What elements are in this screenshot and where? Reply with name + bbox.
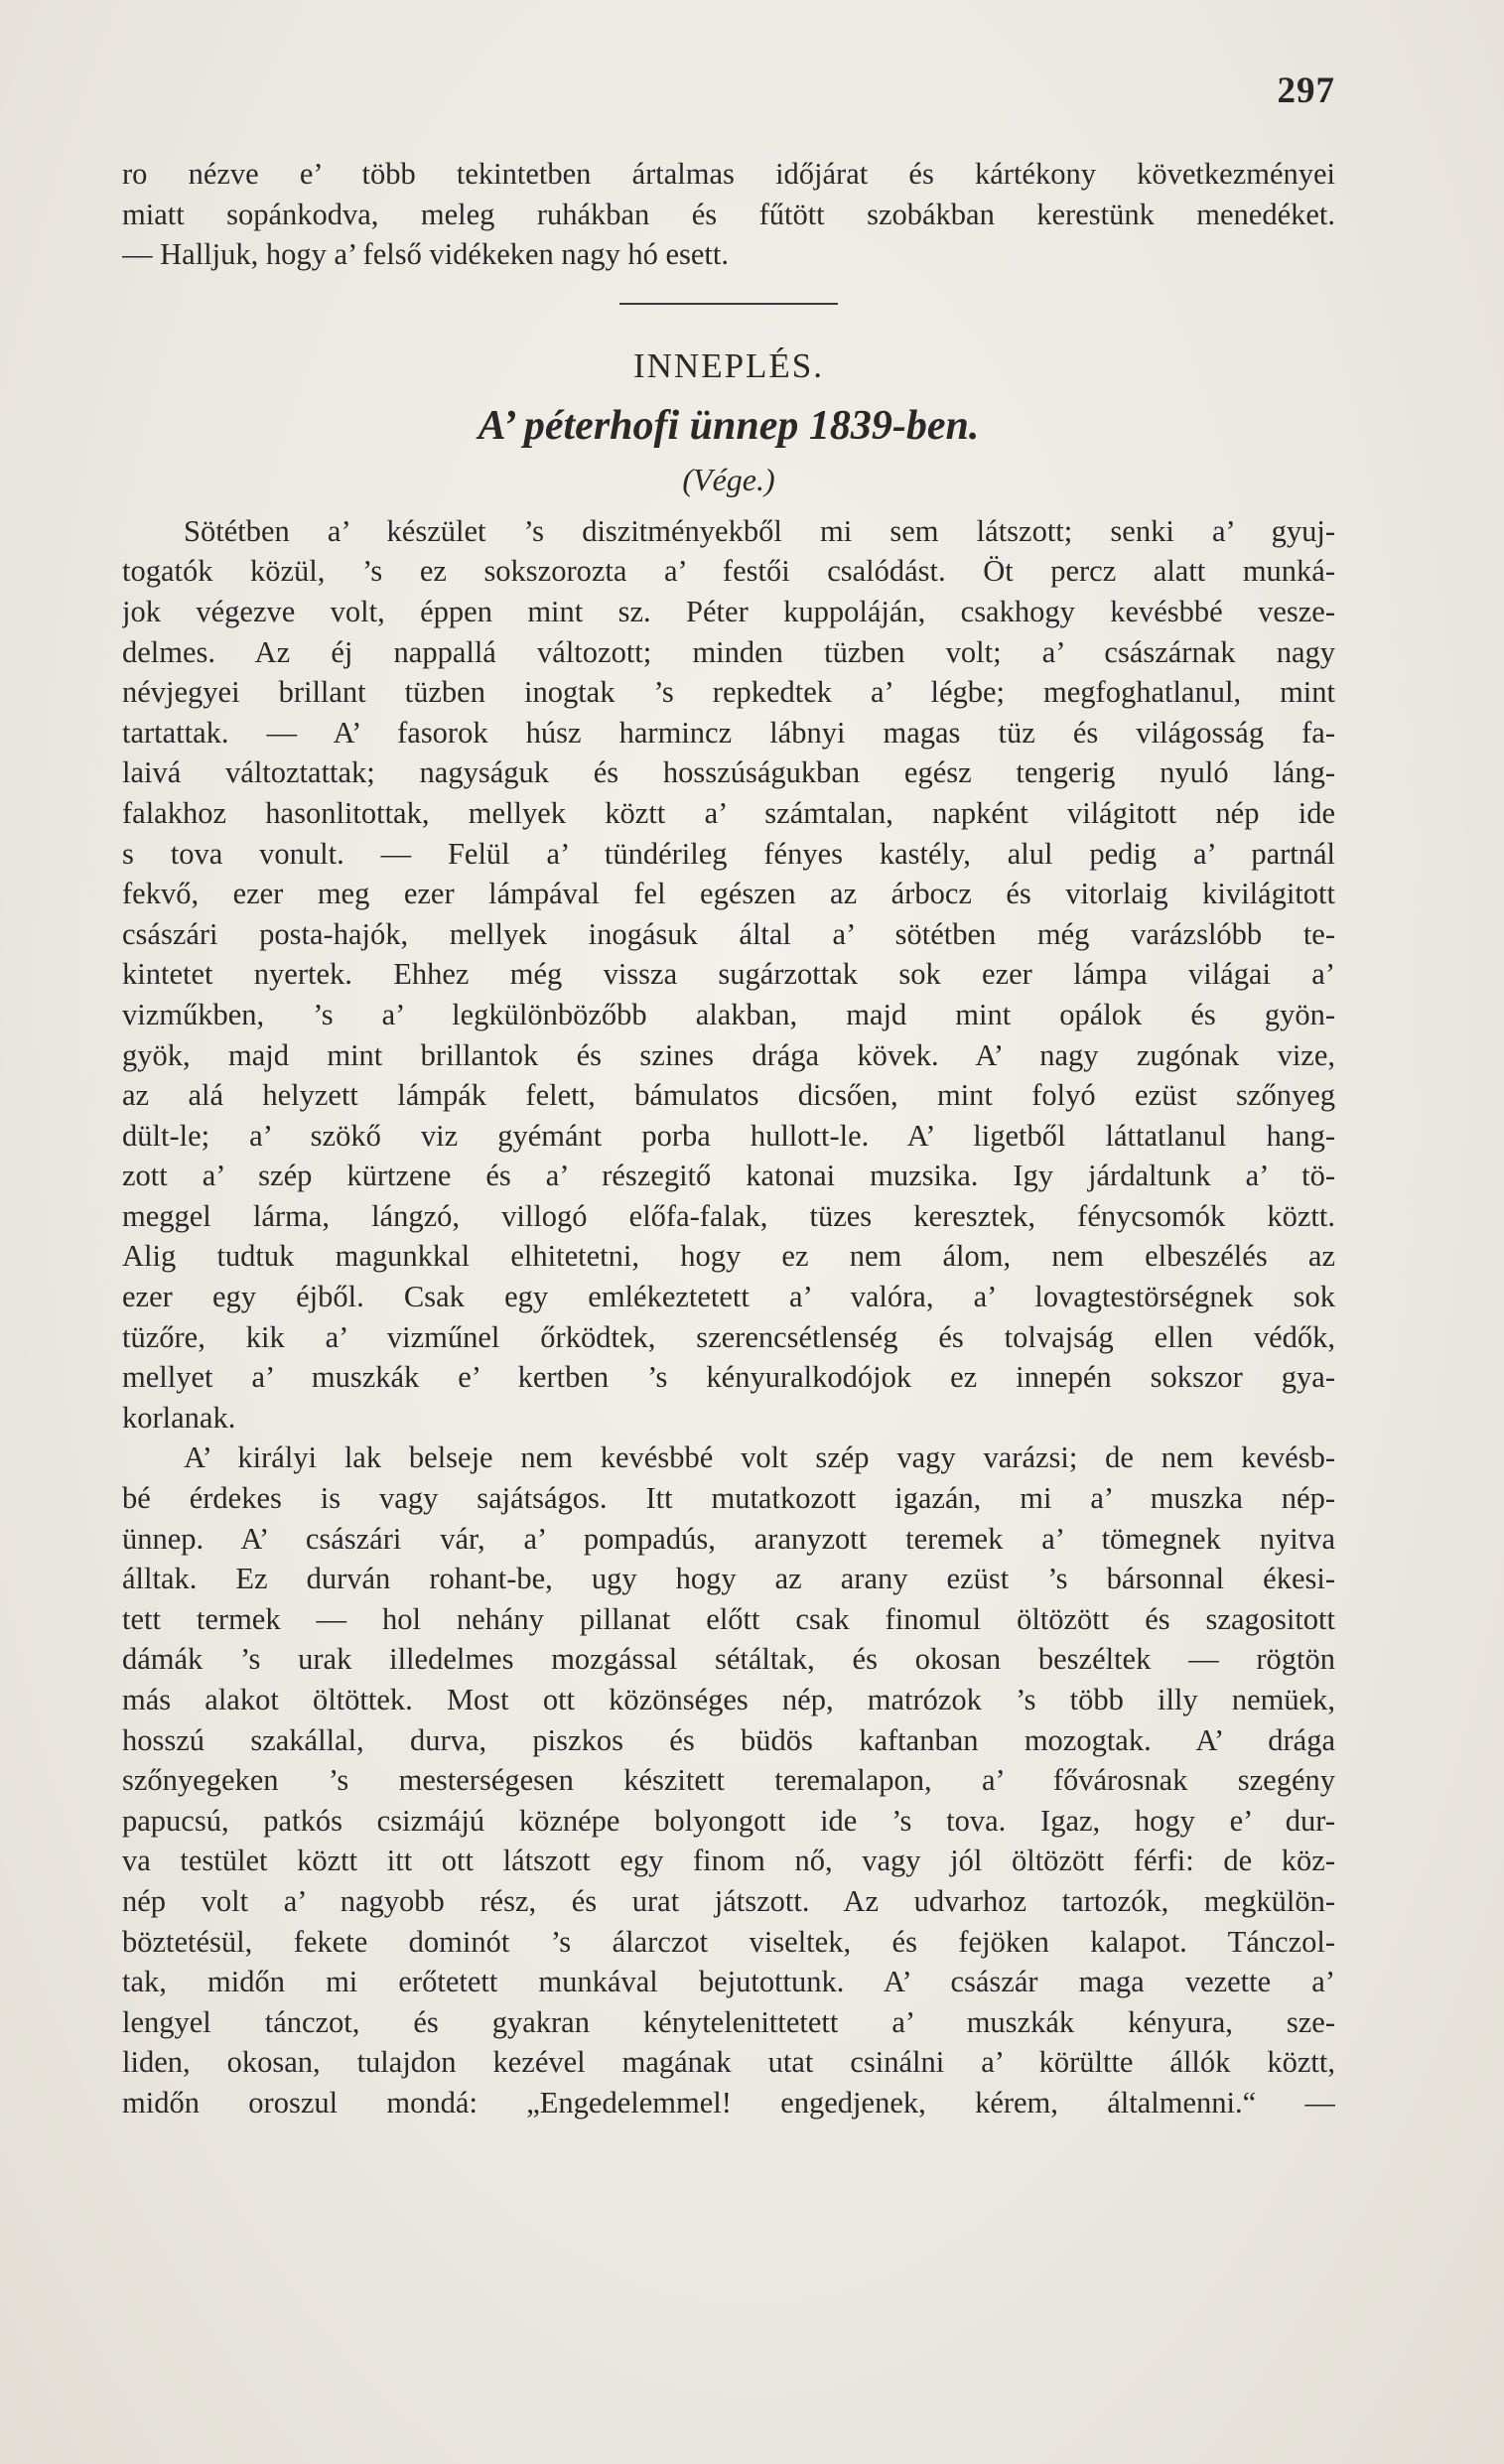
body-paragraph-1: [122, 511, 1335, 1438]
text-line: névjegyei brillant tüzben inogtak ’s repkedtek a’ légbe; megfoghatlanul, mint: [122, 675, 1335, 710]
text-line: papucsú, patkós csizmájú köznépe bolyongott ide ’s tova. Igaz, hogy e’ dur-: [122, 1803, 1335, 1838]
text-line: va testület köztt itt ott látszott egy finom nő, vagy jól öltözött férfi: de köz-: [122, 1844, 1335, 1878]
text-line: bé érdekes is vagy sajátságos. Itt mutatkozott igazán, mi a’ muszka nép-: [122, 1481, 1335, 1516]
text-line: ro nézve e’ több tekintetben ártalmas időjárat és kártékony következményei: [122, 157, 1335, 191]
text-line: tett termek — hol nehány pillanat előtt csak finomul öltözött és szagositott: [122, 1601, 1335, 1636]
text-line: midőn oroszul mondá: „Engedelemmel! engedjenek, kérem, általmenni.“ —: [122, 2085, 1335, 2120]
text-line: nép volt a’ nagyobb rész, és urat játszott. Az udvarhoz tartozók, megkülön-: [122, 1883, 1335, 1918]
text-line: szőnyegeken ’s mesterségesen készitett teremalapon, a’ fővárosnak szegény: [122, 1763, 1335, 1798]
text-line: Sötétben a’ készület ’s diszitményekből mi sem látszott; senki a’ gyuj-: [184, 513, 1335, 548]
text-line: dült-le; a’ szökő viz gyémánt porba hullott-le. A’ ligetből láttatlanul hang-: [122, 1118, 1335, 1153]
text-line: császári posta-hajók, mellyek inogásuk által a’ sötétben még varázslóbb te-: [122, 916, 1335, 951]
intro-paragraph: [122, 154, 1335, 275]
text-line: más alakot öltöttek. Most ott közönséges nép, matrózok ’s több illy nemüek,: [122, 1683, 1335, 1716]
text-line: gyök, majd mint brillantok és szines drága kövek. A’ nagy zugónak vize,: [122, 1037, 1335, 1072]
text-line: hosszú szakállal, durva, piszkos és büdös kaftanban mozogtak. A’ drága: [122, 1722, 1335, 1757]
text-line: kintetet nyertek. Ehhez még vissza sugárzottak sok ezer lámpa világai a’: [122, 957, 1335, 992]
text-line: lengyel tánczot, és gyakran kénytelenittetett a’ muszkák kényura, sze-: [122, 2004, 1335, 2039]
text-line: tartattak. — A’ fasorok húsz harmincz lábnyi magas tüz és világosság fa-: [122, 715, 1335, 750]
text-line: dámák ’s urak illedelmes mozgással sétáltak, és okosan beszéltek — rögtön: [122, 1642, 1335, 1677]
text-line: böztetésül, fekete dominót ’s álarczot viseltek, és fejöken kalapot. Tánczol-: [122, 1924, 1335, 1959]
text-line: liden, okosan, tulajdon kezével magának utat csinálni a’ körültte állók köztt,: [122, 2045, 1335, 2080]
text-line: A’ királyi lak belseje nem kevésbbé volt szép vagy varázsi; de nem kevésb-: [184, 1440, 1335, 1475]
text-line: mellyet a’ muszkák e’ kertben ’s kényuralkodójok ez innepén sokszor gya-: [122, 1360, 1335, 1395]
section-heading: INNEPLÉS.: [632, 345, 825, 385]
article-title: A’ péterhofi ünnep 1839-ben.: [478, 402, 980, 449]
text-line: s tova vonult. — Felül a’ tündérileg fényes kastély, alul pedig a’ partnál: [122, 836, 1335, 871]
text-line: az alá helyzett lámpák felett, bámulatos dicsően, mint folyó ezüst szőnyeg: [122, 1078, 1335, 1113]
text-line: ünnep. A’ császári vár, a’ pompadús, aranyzott teremek a’ tömegnek nyitva: [122, 1521, 1335, 1556]
text-line: miatt sopánkodva, meleg ruhákban és fűtött szobákban kerestünk menedéket.: [122, 197, 1335, 231]
continuation-note: (Vége.): [682, 461, 775, 497]
text-line: vizműkben, ’s a’ legkülönbözőbb alakban, majd mint opálok és gyön-: [122, 997, 1335, 1031]
body-paragraph-2: [122, 1437, 1335, 2122]
text-line: laivá változtattak; nagyságuk és hosszúságukban egész tengerig nyuló láng-: [122, 755, 1335, 790]
text-line: álltak. Ez durván rohant-be, ugy hogy az arany ezüst ’s bársonnal ékesi-: [122, 1562, 1335, 1596]
text-line: korlanak.: [122, 1400, 236, 1435]
text-line: togatók közül, ’s ez sokszorozta a’ festői csalódást. Öt percz alatt munká-: [122, 554, 1335, 589]
text-line: fekvő, ezer meg ezer lámpával fel egészen az árbocz és vitorlaig kivilágitott: [122, 877, 1335, 911]
page-content: [122, 154, 1335, 2123]
text-line: — Halljuk, hogy a’ felső vidékeken nagy hó esett.: [122, 237, 729, 272]
text-line: ezer egy éjből. Csak egy emlékeztetett a’ valóra, a’ lovagtestörségnek sok: [122, 1280, 1335, 1314]
text-line: jok végezve volt, éppen mint sz. Péter kuppoláján, csakhogy kevésbbé vesze-: [122, 594, 1335, 628]
page-number: 297: [1277, 70, 1335, 111]
text-line: delmes. Az éj nappallá változott; minden tüzben volt; a’ császárnak nagy: [122, 634, 1335, 669]
section-divider: [619, 303, 838, 305]
text-line: zott a’ szép kürtzene és a’ részegitő katonai muzsika. Igy járdaltunk a’ tö-: [122, 1159, 1335, 1193]
text-line: falakhoz hasonlitottak, mellyek köztt a’ számtalan, napként világitott nép ide: [122, 795, 1335, 830]
text-line: Alig tudtuk magunkkal elhitetetni, hogy ez nem álom, nem elbeszélés az: [122, 1239, 1335, 1274]
text-line: tüzőre, kik a’ vizműnel őrködtek, szerencsétlenség és tolvajság ellen védők,: [122, 1319, 1335, 1354]
text-line: meggel lárma, lángzó, villogó előfa-falak, tüzes keresztek, fénycsomók köztt.: [122, 1198, 1335, 1233]
text-line: tak, midőn mi erőtetett munkával bejutottunk. A’ császár maga vezette a’: [122, 1965, 1335, 1999]
